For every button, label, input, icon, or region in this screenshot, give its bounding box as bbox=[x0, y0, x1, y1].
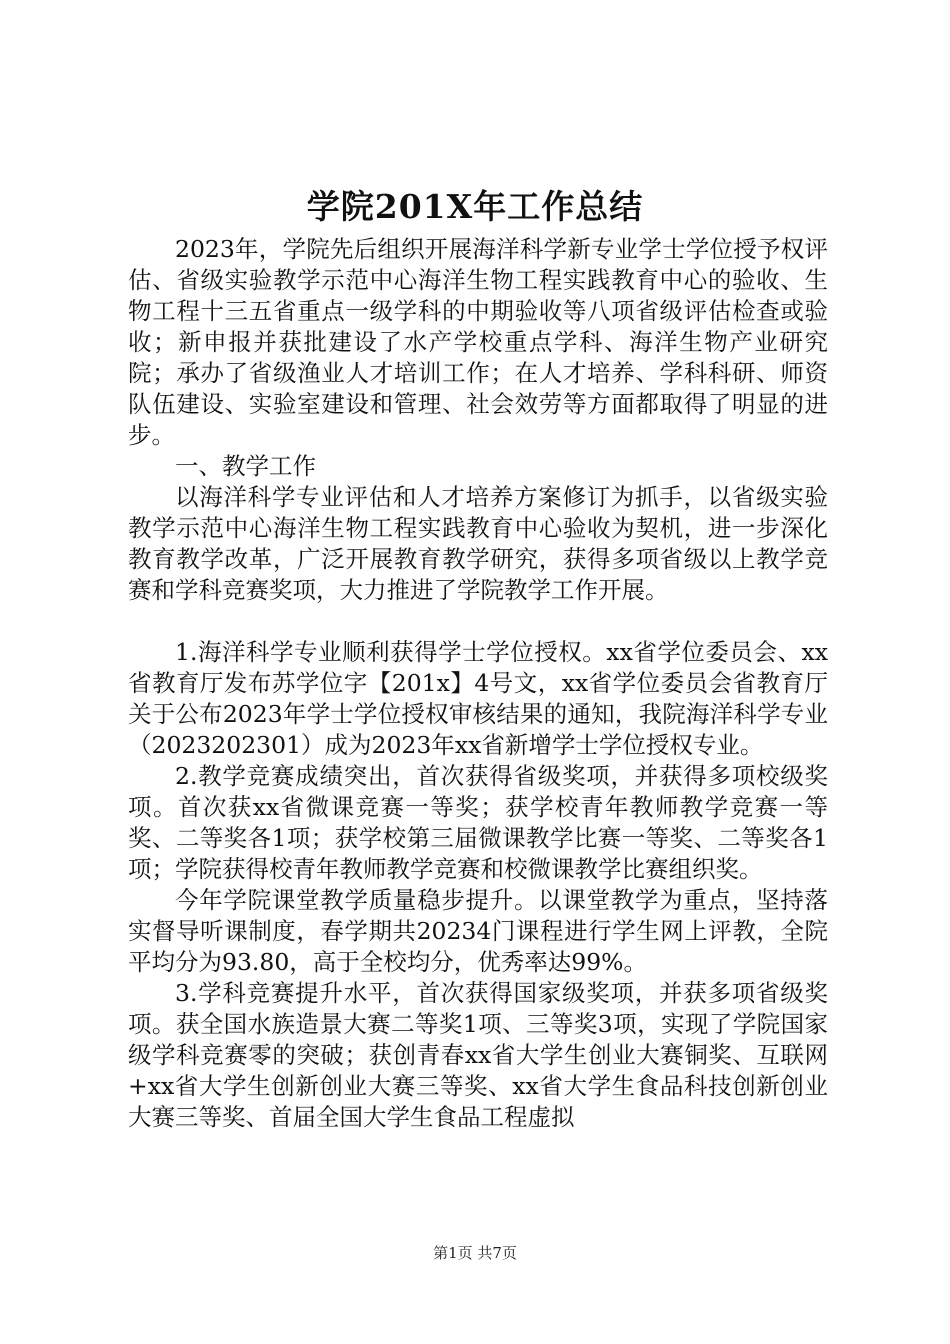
item-3-paragraph: 3.学科竞赛提升水平，首次获得国家级奖项，并获多项省级奖项。获全国水族造景大赛二等奖1项、三等奖3项，实现了学院国家级学科竞赛零的突破；获创青春xx省大学生创业大赛铜奖、互联网+xx省大学生创新创业大赛三等奖、xx省大学生食品科技创新创业大赛三等奖、首届全国大学生食品工程虚拟 bbox=[128, 979, 828, 1131]
teaching-overview-paragraph: 以海洋科学专业评估和人才培养方案修订为抓手，以省级实验教学示范中心海洋生物工程实践教育中心验收为契机，进一步深化教育教学改革，广泛开展教育教学研究，获得多项省级以上教学竞赛和学科竞赛奖项，大力推进了学院教学工作开展。 bbox=[128, 483, 828, 604]
item-1-paragraph: 1.海洋科学专业顺利获得学士学位授权。xx省学位委员会、xx省教育厅发布苏学位字【201x】4号文，xx省学位委员会省教育厅关于公布2023年学士学位授权审核结果的通知，我院海洋科学专业（2023202301）成为2023年xx省新增学士学位授权专业。 bbox=[128, 638, 828, 759]
document-title: 学院201X年工作总结 bbox=[306, 187, 644, 226]
paragraph-spacer bbox=[128, 606, 828, 637]
section-heading-teaching: 一、教学工作 bbox=[175, 452, 316, 480]
document-body bbox=[128, 234, 828, 1133]
teaching-quality-paragraph: 今年学院课堂教学质量稳步提升。以课堂教学为重点，坚持落实督导听课制度，春学期共20234门课程进行学生网上评教，全院平均分为93.80，高于全校均分，优秀率达99%。 bbox=[128, 886, 828, 976]
page-number-footer: 第1页 共7页 bbox=[433, 1244, 517, 1262]
intro-paragraph: 2023年，学院先后组织开展海洋科学新专业学士学位授予权评估、省级实验教学示范中心海洋生物工程实践教育中心的验收、生物工程十三五省重点一级学科的中期验收等八项省级评估检查或验收；新申报并获批建设了水产学校重点学科、海洋生物产业研究院；承办了省级渔业人才培训工作；在人才培养、学科科研、师资队伍建设、实验室建设和管理、社会效劳等方面都取得了明显的进步。 bbox=[128, 235, 828, 449]
item-2-paragraph: 2.教学竞赛成绩突出，首次获得省级奖项，并获得多项校级奖项。首次获xx省微课竞赛一等奖；获学校青年教师教学竞赛一等奖、二等奖各1项；获学校第三届微课教学比赛一等奖、二等奖各1项；学院获得校青年教师教学竞赛和校微课教学比赛组织奖。 bbox=[128, 762, 828, 883]
